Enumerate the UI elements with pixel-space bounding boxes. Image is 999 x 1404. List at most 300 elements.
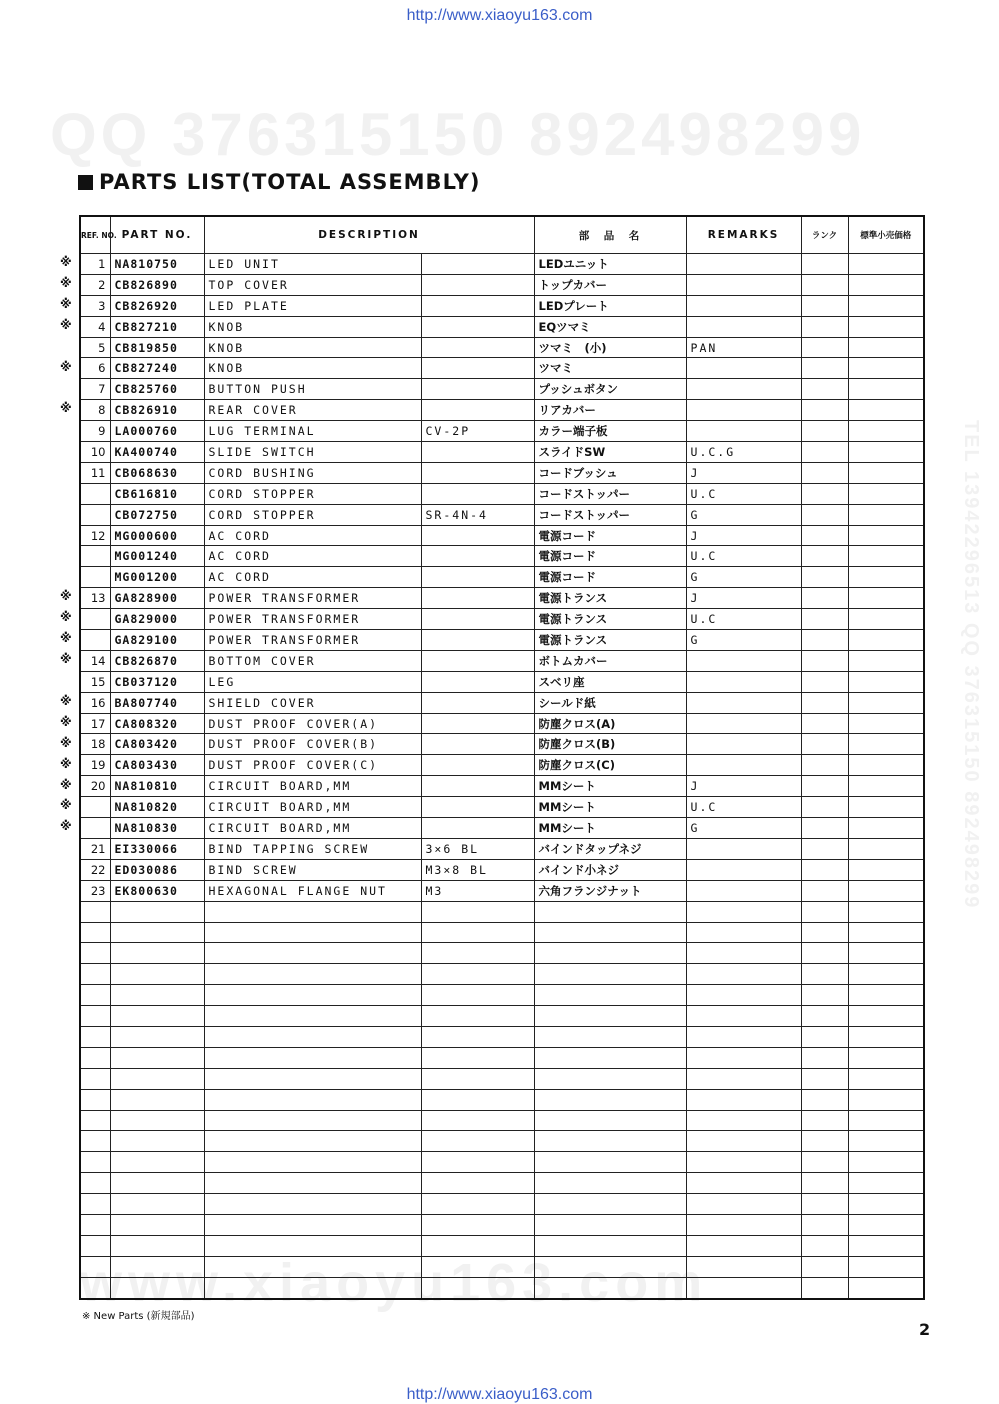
part-no-cell: MG001200 [110,567,204,588]
empty-cell [204,1068,421,1089]
empty-cell [204,985,421,1006]
japanese-name-cell: LEDプレート [534,295,686,316]
empty-cell [80,1110,110,1131]
ref-cell [80,818,110,839]
remarks-cell [686,316,801,337]
rank-cell [801,797,848,818]
empty-cell [686,1214,801,1235]
japanese-name-cell: コードストッパー [534,504,686,525]
spec-cell: 3×6 BL [421,838,534,859]
remarks-cell [686,379,801,400]
price-cell [848,692,924,713]
empty-cell [848,1068,924,1089]
price-cell [848,734,924,755]
price-cell [848,379,924,400]
remarks-cell: U.C [686,483,801,504]
ref-cell: 4 [80,316,110,337]
price-cell [848,797,924,818]
spec-cell [421,755,534,776]
empty-cell [80,922,110,943]
part-no-cell: CB819850 [110,337,204,358]
table-row [80,818,924,839]
part-no-cell: CA803430 [110,755,204,776]
empty-cell [80,1152,110,1173]
empty-cell [80,1089,110,1110]
japanese-name-cell: プッシュボタン [534,379,686,400]
price-cell [848,818,924,839]
part-no-cell: CB827210 [110,316,204,337]
description-cell: CORD BUSHING [204,462,421,483]
page-title-text: PARTS LIST(TOTAL ASSEMBLY) [99,170,481,194]
new-part-mark-icon: ※ [60,275,72,290]
ref-cell: 7 [80,379,110,400]
price-cell [848,650,924,671]
empty-cell [421,1047,534,1068]
spec-cell [421,483,534,504]
remarks-cell: J [686,462,801,483]
empty-cell [80,985,110,1006]
empty-cell [686,1068,801,1089]
empty-cell [534,1214,686,1235]
part-no-cell: CB825760 [110,379,204,400]
table-row [80,483,924,504]
new-part-mark-icon: ※ [60,652,72,667]
part-no-cell: BA807740 [110,692,204,713]
empty-cell [848,901,924,922]
description-cell: CORD STOPPER [204,504,421,525]
ref-cell: 21 [80,838,110,859]
japanese-name-cell: 電源コード [534,567,686,588]
japanese-name-cell: 電源コード [534,525,686,546]
empty-cell [534,922,686,943]
rank-cell [801,776,848,797]
spec-cell [421,734,534,755]
empty-cell [534,1173,686,1194]
table-row [80,671,924,692]
japanese-name-cell: リアカバー [534,400,686,421]
rank-cell [801,358,848,379]
ref-cell: 14 [80,650,110,671]
empty-cell [110,1152,204,1173]
empty-cell [421,1194,534,1215]
empty-cell [80,1173,110,1194]
part-no-cell: CB072750 [110,504,204,525]
empty-cell [80,1006,110,1027]
ref-cell [80,609,110,630]
spec-cell [421,713,534,734]
empty-cell [110,943,204,964]
spec-cell [421,671,534,692]
price-cell [848,462,924,483]
empty-cell [686,1256,801,1277]
description-cell: DUST PROOF COVER(B) [204,734,421,755]
price-cell [848,609,924,630]
japanese-name-cell: 六角フランジナット [534,880,686,901]
empty-cell [110,1089,204,1110]
empty-cell [801,1214,848,1235]
japanese-name-cell: バインドタップネジ [534,838,686,859]
ref-cell: 1 [80,254,110,275]
empty-row [80,1068,924,1089]
empty-cell [110,1047,204,1068]
description-cell: BIND SCREW [204,859,421,880]
rank-cell [801,713,848,734]
spec-cell [421,797,534,818]
spec-cell [421,316,534,337]
table-row [80,295,924,316]
description-cell: POWER TRANSFORMER [204,609,421,630]
japanese-name-cell: スベリ座 [534,671,686,692]
remarks-cell [686,713,801,734]
part-no-cell: MG000600 [110,525,204,546]
empty-cell [534,1152,686,1173]
japanese-name-cell: 防塵クロス(A) [534,713,686,734]
empty-cell [686,1277,801,1298]
new-part-mark-icon: ※ [60,255,72,269]
description-cell: AC CORD [204,546,421,567]
description-cell: AC CORD [204,525,421,546]
empty-cell [801,1089,848,1110]
empty-cell [534,1277,686,1298]
empty-cell [848,1089,924,1110]
empty-cell [110,901,204,922]
japanese-name-cell: カラー端子板 [534,421,686,442]
empty-cell [686,1026,801,1047]
empty-cell [534,1235,686,1256]
empty-row [80,1277,924,1298]
table-row [80,525,924,546]
description-cell: BUTTON PUSH [204,379,421,400]
new-part-mark-icon: ※ [60,359,72,374]
table-row [80,379,924,400]
table-row [80,650,924,671]
empty-cell [421,964,534,985]
spec-cell [421,254,534,275]
square-bullet-icon [78,175,93,190]
col-ref: REF. NO. [80,216,110,254]
rank-cell [801,274,848,295]
part-no-cell: KA400740 [110,442,204,463]
price-cell [848,755,924,776]
description-cell: KNOB [204,316,421,337]
description-cell: CIRCUIT BOARD,MM [204,818,421,839]
japanese-name-cell: 防塵クロス(B) [534,734,686,755]
description-cell: AC CORD [204,567,421,588]
rank-cell [801,254,848,275]
rank-cell [801,630,848,651]
rank-cell [801,609,848,630]
description-cell: POWER TRANSFORMER [204,630,421,651]
empty-cell [534,1006,686,1027]
empty-cell [686,1047,801,1068]
rank-cell [801,483,848,504]
header-url[interactable]: http://www.xiaoyu163.com [406,7,593,24]
japanese-name-cell: MMシート [534,797,686,818]
japanese-name-cell: MMシート [534,776,686,797]
japanese-name-cell: トップカバー [534,274,686,295]
empty-cell [204,1173,421,1194]
empty-cell [686,1235,801,1256]
empty-row [80,922,924,943]
part-no-cell: CB826910 [110,400,204,421]
col-jp: 部 品 名 [534,216,686,254]
table-row [80,755,924,776]
empty-cell [686,901,801,922]
empty-row [80,985,924,1006]
japanese-name-cell: ボトムカバー [534,650,686,671]
part-no-cell: EK800630 [110,880,204,901]
description-cell: REAR COVER [204,400,421,421]
description-cell: LUG TERMINAL [204,421,421,442]
empty-cell [686,943,801,964]
description-cell: POWER TRANSFORMER [204,588,421,609]
empty-cell [421,1110,534,1131]
japanese-name-cell: 防塵クロス(C) [534,755,686,776]
watermark-qq: QQ 376315150 892498299 [50,101,866,168]
col-rank: ランク [801,216,848,254]
empty-cell [110,1068,204,1089]
description-cell: BIND TAPPING SCREW [204,838,421,859]
remarks-cell [686,358,801,379]
empty-cell [110,1235,204,1256]
remarks-cell [686,254,801,275]
new-part-mark-icon: ※ [60,693,72,708]
empty-cell [534,1256,686,1277]
empty-cell [80,1256,110,1277]
rank-cell [801,442,848,463]
spec-cell [421,818,534,839]
japanese-name-cell: ツマミ (小) [534,337,686,358]
remarks-cell [686,650,801,671]
ref-cell: 17 [80,713,110,734]
empty-cell [80,1194,110,1215]
price-cell [848,483,924,504]
rank-cell [801,671,848,692]
part-no-cell: LA000760 [110,421,204,442]
new-part-mark-icon: ※ [60,777,72,792]
empty-cell [80,1047,110,1068]
spec-cell [421,337,534,358]
table-header [80,216,924,254]
part-no-cell: CB827240 [110,358,204,379]
ref-cell: 2 [80,274,110,295]
empty-cell [848,1173,924,1194]
empty-cell [421,1068,534,1089]
empty-cell [848,1277,924,1298]
empty-cell [801,1256,848,1277]
rank-cell [801,692,848,713]
empty-cell [848,922,924,943]
spec-cell [421,400,534,421]
japanese-name-cell: 電源トランス [534,609,686,630]
remarks-cell: J [686,776,801,797]
new-part-mark-icon: ※ [60,589,72,604]
ref-cell: 22 [80,859,110,880]
empty-cell [204,943,421,964]
spec-cell [421,295,534,316]
new-part-mark-icon: ※ [60,756,72,771]
new-part-mark-icon: ※ [60,735,72,750]
ref-cell: 8 [80,400,110,421]
empty-cell [80,1214,110,1235]
empty-cell [534,1068,686,1089]
ref-cell: 11 [80,462,110,483]
table-row [80,859,924,880]
table-row [80,588,924,609]
ref-cell: 19 [80,755,110,776]
empty-cell [534,943,686,964]
empty-cell [110,1173,204,1194]
part-no-cell: CB037120 [110,671,204,692]
empty-cell [686,1006,801,1027]
new-part-mark-icon: ※ [60,610,72,625]
table-row [80,337,924,358]
spec-cell: M3 [421,880,534,901]
rank-cell [801,755,848,776]
ref-cell [80,504,110,525]
spec-cell [421,274,534,295]
empty-cell [534,1026,686,1047]
table-row [80,838,924,859]
empty-cell [848,1214,924,1235]
col-desc: DESCRIPTION [204,216,534,254]
part-no-cell: CB616810 [110,483,204,504]
footer-url[interactable]: http://www.xiaoyu163.com [406,1386,593,1403]
remarks-cell: U.C.G [686,442,801,463]
japanese-name-cell: シールド紙 [534,692,686,713]
empty-cell [848,985,924,1006]
remarks-cell [686,400,801,421]
part-no-cell: MG001240 [110,546,204,567]
rank-cell [801,379,848,400]
part-no-cell: NA810830 [110,818,204,839]
remarks-cell: U.C [686,609,801,630]
description-cell: CORD STOPPER [204,483,421,504]
page-title [78,170,480,194]
empty-row [80,1235,924,1256]
japanese-name-cell: コードブッシュ [534,462,686,483]
empty-row [80,1110,924,1131]
empty-cell [110,964,204,985]
empty-cell [80,1277,110,1298]
empty-cell [686,1089,801,1110]
new-part-mark-icon: ※ [60,317,72,332]
table-row [80,546,924,567]
rank-cell [801,818,848,839]
empty-cell [686,964,801,985]
empty-cell [80,1131,110,1152]
new-part-mark-icon: ※ [60,631,72,646]
table-row [80,358,924,379]
rank-cell [801,400,848,421]
new-part-mark-icon: ※ [60,714,72,729]
rank-cell [801,504,848,525]
empty-row [80,1194,924,1215]
empty-cell [110,922,204,943]
empty-cell [421,1026,534,1047]
part-no-cell: CA803420 [110,734,204,755]
empty-cell [110,1131,204,1152]
empty-row [80,1089,924,1110]
empty-cell [204,1194,421,1215]
empty-cell [848,1047,924,1068]
price-cell [848,880,924,901]
empty-row [80,1173,924,1194]
spec-cell [421,630,534,651]
spec-cell [421,379,534,400]
rank-cell [801,650,848,671]
parts-table [79,215,925,1300]
remarks-cell: G [686,504,801,525]
empty-cell [204,1047,421,1068]
empty-cell [421,1214,534,1235]
remarks-cell [686,295,801,316]
price-cell [848,274,924,295]
empty-cell [848,964,924,985]
remarks-cell: U.C [686,797,801,818]
remarks-cell [686,671,801,692]
empty-cell [801,1173,848,1194]
empty-cell [801,1006,848,1027]
spec-cell [421,692,534,713]
empty-cell [80,1235,110,1256]
part-no-cell: CB826870 [110,650,204,671]
empty-cell [848,1006,924,1027]
empty-cell [686,1152,801,1173]
table-row [80,462,924,483]
rank-cell [801,567,848,588]
rank-cell [801,337,848,358]
empty-cell [686,1110,801,1131]
empty-cell [204,1214,421,1235]
price-cell [848,337,924,358]
empty-cell [801,1068,848,1089]
spec-cell [421,358,534,379]
empty-cell [686,922,801,943]
spec-cell [421,588,534,609]
description-cell: DUST PROOF COVER(C) [204,755,421,776]
empty-cell [801,1152,848,1173]
empty-cell [421,985,534,1006]
remarks-cell: G [686,567,801,588]
empty-cell [204,1235,421,1256]
new-part-mark-icon: ※ [60,819,72,834]
empty-cell [421,1152,534,1173]
empty-row [80,1152,924,1173]
empty-cell [421,1256,534,1277]
new-part-mark-icon: ※ [60,401,72,416]
empty-cell [204,1277,421,1298]
table-row [80,713,924,734]
empty-cell [204,1006,421,1027]
japanese-name-cell: 電源トランス [534,630,686,651]
empty-cell [421,1131,534,1152]
empty-cell [421,1235,534,1256]
price-cell [848,713,924,734]
ref-cell: 13 [80,588,110,609]
description-cell: CIRCUIT BOARD,MM [204,797,421,818]
ref-cell: 5 [80,337,110,358]
price-cell [848,504,924,525]
remarks-cell: U.C [686,546,801,567]
remarks-cell [686,421,801,442]
description-cell: CIRCUIT BOARD,MM [204,776,421,797]
ref-cell: 16 [80,692,110,713]
empty-row [80,1006,924,1027]
price-cell [848,671,924,692]
description-cell: SHIELD COVER [204,692,421,713]
part-no-cell: CB826920 [110,295,204,316]
